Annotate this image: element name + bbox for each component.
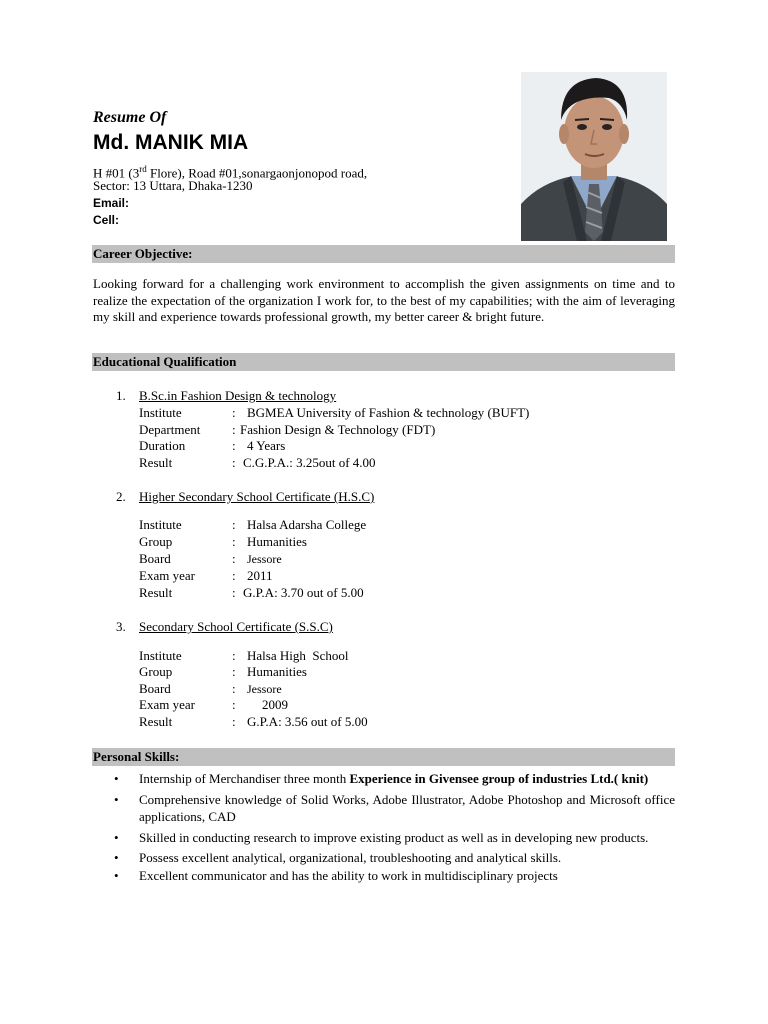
career-objective-heading: Career Objective: (93, 246, 193, 261)
row-value: Halsa High School (247, 648, 349, 663)
row-colon: : (232, 648, 236, 663)
row-colon: : (232, 664, 236, 679)
candidate-name: Md. MANIK MIA (93, 131, 249, 154)
bullet-icon: • (114, 867, 119, 883)
education-item-number: 3. (116, 619, 126, 634)
row-value: Jessore (247, 552, 282, 566)
skill-text: Skilled in conducting research to improve existing product as well as in developing new products. (139, 829, 649, 845)
row-colon: : (232, 517, 236, 532)
email-label: Email: (93, 196, 130, 210)
row-value: 4 Years (247, 438, 286, 453)
row-colon: : (232, 455, 236, 470)
row-value: Humanities (247, 534, 307, 549)
address-part-b: Flore), Road #01,sonargaonjonopod road, (146, 165, 368, 181)
education-item-title: Secondary School Certificate (S.S.C) (139, 619, 333, 634)
row-key: Board (139, 681, 171, 696)
row-colon: : (232, 681, 236, 696)
row-key: Institute (139, 517, 182, 532)
row-key: Institute (139, 405, 182, 420)
skills-heading: Personal Skills: (93, 749, 180, 764)
skill-text: Comprehensive knowledge of Solid Works, Adobe Illustrator, Adobe Photoshop and Microsoft office applications, CAD (139, 791, 675, 824)
list-item (114, 791, 675, 826)
row-value: C.G.P.A.: 3.25out of 4.00 (243, 455, 376, 470)
list-item (114, 829, 675, 847)
skill-text: Excellent communicator and has the ability to work in multidisciplinary projects (139, 867, 558, 883)
row-key: Group (139, 664, 173, 679)
row-key: Group (139, 534, 173, 549)
address-superscript: rd (139, 164, 147, 174)
education-item-number: 1. (116, 388, 126, 403)
row-colon: : (232, 405, 236, 420)
row-value: 2009 (262, 697, 288, 712)
bullet-icon: • (114, 850, 119, 865)
education-heading: Educational Qualification (93, 354, 237, 369)
skills-header (92, 748, 675, 766)
row-value: Jessore (247, 682, 282, 696)
row-colon: : (232, 534, 236, 549)
row-colon: : (232, 697, 236, 712)
bullet-icon: • (114, 791, 119, 807)
row-key: Duration (139, 438, 186, 453)
row-value: Humanities (247, 664, 307, 679)
list-item (114, 867, 675, 885)
career-objective-text: Looking forward for a challenging work environment to accomplish the given assignments on time and to realize the expectation of the organization I work for, to the best of my capabilities; with the aim of leveraging my skill and experience towards professional growth, my better career & bright future. (93, 276, 675, 325)
row-key: Exam year (139, 697, 195, 712)
bullet-icon: • (114, 829, 119, 845)
row-key: Result (139, 585, 173, 600)
skill-text: Internship of Merchandiser three month (139, 771, 350, 786)
row-value: Fashion Design & Technology (FDT) (240, 422, 436, 437)
row-colon: : (232, 551, 236, 566)
row-colon: : (232, 714, 236, 729)
profile-photo (521, 72, 667, 241)
education-header (92, 353, 675, 371)
row-key: Department (139, 422, 201, 437)
row-colon: : (232, 422, 236, 437)
education-item-title: Higher Secondary School Certificate (H.S.C) (139, 489, 375, 504)
career-objective-header (92, 245, 675, 263)
row-key: Result (139, 714, 173, 729)
skills-list (114, 770, 675, 887)
list-item (114, 849, 675, 867)
cell-label: Cell: (93, 213, 120, 227)
row-key: Exam year (139, 568, 195, 583)
education-item-title: B.Sc.in Fashion Design & technology (139, 388, 337, 403)
address-line-2: Sector: 13 Uttara, Dhaka-1230 (93, 178, 253, 193)
row-colon: : (232, 438, 236, 453)
row-key: Result (139, 455, 173, 470)
row-value: BGMEA University of Fashion & technology (BUFT) (247, 405, 530, 420)
profile-photo-graphic (521, 72, 667, 241)
skill-bold-text: Experience in Givensee group of industries Ltd.( knit) (349, 771, 649, 786)
row-colon: : (232, 568, 236, 583)
row-value: G.P.A: 3.70 out of 5.00 (243, 585, 364, 600)
row-key: Board (139, 551, 171, 566)
row-value: 2011 (247, 568, 273, 583)
education-item-number: 2. (116, 489, 126, 504)
address-part-a: H #01 (3 (93, 165, 140, 181)
row-key: Institute (139, 648, 182, 663)
skill-text: Possess excellent analytical, organizational, troubleshooting and analytical skills. (139, 850, 562, 865)
row-value: G.P.A: 3.56 out of 5.00 (247, 714, 368, 729)
bullet-icon: • (114, 771, 119, 786)
row-value: Halsa Adarsha College (247, 517, 367, 532)
row-colon: : (232, 585, 236, 600)
list-item (114, 770, 675, 788)
resume-of-label: Resume Of (93, 109, 167, 126)
